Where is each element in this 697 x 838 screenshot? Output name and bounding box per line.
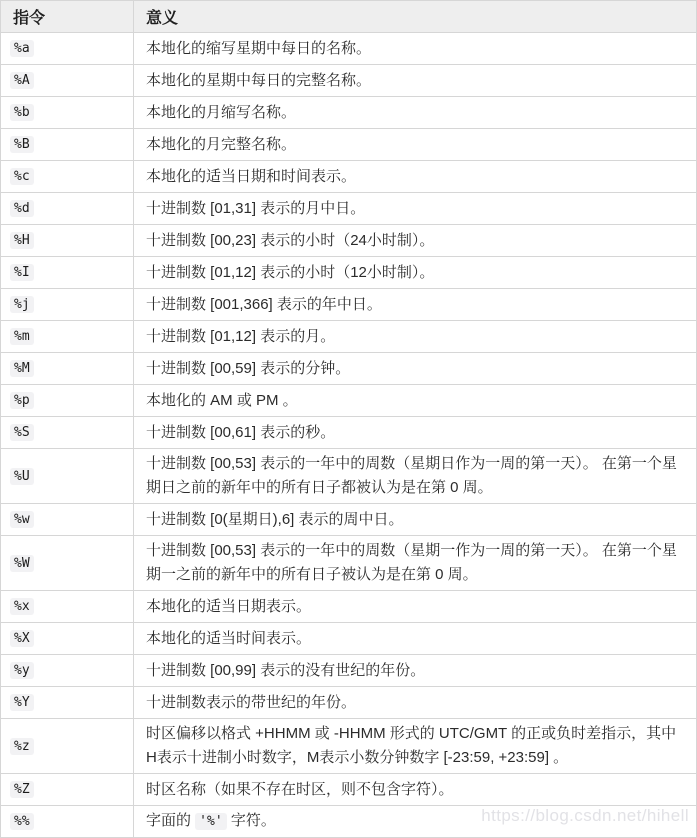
meaning-cell: 十进制数 [00,53] 表示的一年中的周数（星期一作为一周的第一天）。 在第一个星期一之前的新年中的所有日子被认为是在第 0 周。 bbox=[134, 536, 697, 591]
meaning-cell: 本地化的月完整名称。 bbox=[134, 129, 697, 161]
directive-cell bbox=[1, 385, 134, 417]
directive-cell bbox=[1, 225, 134, 257]
meaning-cell: 本地化的缩写星期中每日的名称。 bbox=[134, 33, 697, 65]
meaning-cell: 十进制数 [01,12] 表示的小时（12小时制）。 bbox=[134, 257, 697, 289]
directive-cell bbox=[1, 33, 134, 65]
directive-cell bbox=[1, 774, 134, 806]
meaning-cell: 十进制数 [00,61] 表示的秒。 bbox=[134, 417, 697, 449]
column-header-directive: 指令 bbox=[1, 1, 134, 33]
meaning-text-prefix: 字面的 bbox=[146, 812, 196, 829]
directive-code: %x bbox=[10, 598, 34, 615]
table-row bbox=[1, 719, 697, 774]
table-row bbox=[1, 806, 697, 838]
table-row bbox=[1, 353, 697, 385]
directive-cell bbox=[1, 129, 134, 161]
directive-cell bbox=[1, 321, 134, 353]
meaning-cell: 十进制数表示的带世纪的年份。 bbox=[134, 687, 697, 719]
column-header-meaning: 意义 bbox=[134, 1, 697, 33]
directive-cell bbox=[1, 161, 134, 193]
meaning-cell: 时区偏移以格式 +HHMM 或 -HHMM 形式的 UTC/GMT 的正或负时差指示，其中H表示十进制小时数字，M表示小数分钟数字 [-23:59, +23:59] 。 bbox=[134, 719, 697, 774]
meaning-cell: 十进制数 [01,31] 表示的月中日。 bbox=[134, 193, 697, 225]
meaning-cell: 十进制数 [001,366] 表示的年中日。 bbox=[134, 289, 697, 321]
directive-code: %% bbox=[10, 813, 34, 830]
table-row bbox=[1, 385, 697, 417]
directive-cell bbox=[1, 504, 134, 536]
directive-code: %S bbox=[10, 424, 34, 441]
table-row bbox=[1, 623, 697, 655]
directive-cell bbox=[1, 687, 134, 719]
directive-code: %Z bbox=[10, 781, 34, 798]
meaning-cell: 十进制数 [00,23] 表示的小时（24小时制）。 bbox=[134, 225, 697, 257]
table-row bbox=[1, 417, 697, 449]
meaning-cell: 本地化的适当日期表示。 bbox=[134, 591, 697, 623]
meaning-text-suffix: 字符。 bbox=[226, 812, 276, 829]
meaning-cell: 十进制数 [01,12] 表示的月。 bbox=[134, 321, 697, 353]
directive-cell bbox=[1, 623, 134, 655]
directive-code: %a bbox=[10, 40, 34, 57]
table-row bbox=[1, 289, 697, 321]
directive-cell bbox=[1, 591, 134, 623]
meaning-cell: 十进制数 [0(星期日),6] 表示的周中日。 bbox=[134, 504, 697, 536]
directive-cell bbox=[1, 193, 134, 225]
table-row bbox=[1, 655, 697, 687]
table-row bbox=[1, 33, 697, 65]
meaning-cell: 十进制数 [00,99] 表示的没有世纪的年份。 bbox=[134, 655, 697, 687]
table-row bbox=[1, 97, 697, 129]
inline-percent-code: '%' bbox=[195, 813, 226, 830]
table-row bbox=[1, 193, 697, 225]
table-row bbox=[1, 536, 697, 591]
meaning-cell: 本地化的适当时间表示。 bbox=[134, 623, 697, 655]
directive-code: %d bbox=[10, 200, 34, 217]
meaning-cell: 本地化的 AM 或 PM 。 bbox=[134, 385, 697, 417]
directive-cell bbox=[1, 353, 134, 385]
directive-cell bbox=[1, 65, 134, 97]
meaning-cell: 本地化的适当日期和时间表示。 bbox=[134, 161, 697, 193]
table-row bbox=[1, 449, 697, 504]
directive-cell bbox=[1, 719, 134, 774]
directive-code: %w bbox=[10, 511, 34, 528]
meaning-cell: 十进制数 [00,59] 表示的分钟。 bbox=[134, 353, 697, 385]
directive-code: %p bbox=[10, 392, 34, 409]
directive-code: %B bbox=[10, 136, 34, 153]
directive-code: %W bbox=[10, 555, 34, 572]
directive-cell bbox=[1, 449, 134, 504]
table-row bbox=[1, 774, 697, 806]
table-row bbox=[1, 257, 697, 289]
meaning-cell: 本地化的星期中每日的完整名称。 bbox=[134, 65, 697, 97]
meaning-cell bbox=[134, 806, 697, 838]
directive-cell bbox=[1, 257, 134, 289]
directive-code: %M bbox=[10, 360, 34, 377]
directive-code: %j bbox=[10, 296, 34, 313]
directive-code: %U bbox=[10, 468, 34, 485]
directive-cell bbox=[1, 806, 134, 838]
directive-code: %y bbox=[10, 662, 34, 679]
directive-code: %m bbox=[10, 328, 34, 345]
meaning-cell: 十进制数 [00,53] 表示的一年中的周数（星期日作为一周的第一天）。 在第一个星期日之前的新年中的所有日子都被认为是在第 0 周。 bbox=[134, 449, 697, 504]
directive-code: %z bbox=[10, 738, 34, 755]
meaning-cell: 本地化的月缩写名称。 bbox=[134, 97, 697, 129]
directive-cell bbox=[1, 289, 134, 321]
table-header-row bbox=[1, 1, 697, 33]
directive-code: %I bbox=[10, 264, 34, 281]
table-row bbox=[1, 321, 697, 353]
directive-cell bbox=[1, 536, 134, 591]
table-row bbox=[1, 504, 697, 536]
directive-code: %H bbox=[10, 232, 34, 249]
table-body bbox=[1, 33, 697, 838]
table-row bbox=[1, 129, 697, 161]
table-row bbox=[1, 687, 697, 719]
directive-code: %X bbox=[10, 630, 34, 647]
csdn-blog-watermark: https://blog.csdn.net/hihell bbox=[481, 806, 689, 825]
directive-cell bbox=[1, 655, 134, 687]
table-row bbox=[1, 161, 697, 193]
table-row bbox=[1, 591, 697, 623]
directive-code: %c bbox=[10, 168, 34, 185]
directive-code: %A bbox=[10, 72, 34, 89]
directive-cell bbox=[1, 97, 134, 129]
directive-code: %Y bbox=[10, 694, 34, 711]
table-row bbox=[1, 65, 697, 97]
table-row bbox=[1, 225, 697, 257]
directive-code: %b bbox=[10, 104, 34, 121]
meaning-cell: 时区名称（如果不存在时区，则不包含字符）。 bbox=[134, 774, 697, 806]
directive-cell bbox=[1, 417, 134, 449]
